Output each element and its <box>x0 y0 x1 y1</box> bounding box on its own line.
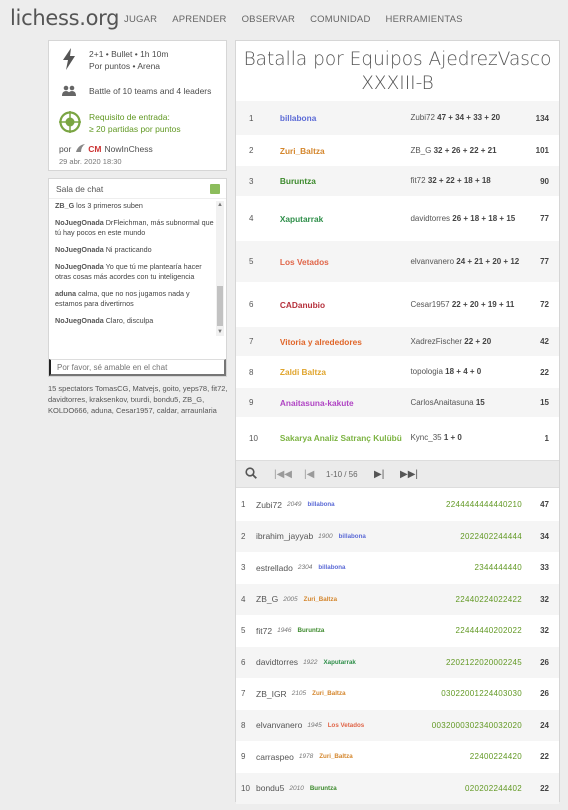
team-row[interactable] <box>236 388 559 418</box>
scroll-down-icon[interactable]: ▼ <box>217 329 223 335</box>
team-name[interactable]: Los Vetados <box>279 256 329 267</box>
pager <box>236 460 559 488</box>
prev-page-icon[interactable]: |◀ <box>304 469 315 480</box>
nav-comunidad[interactable]: COMUNIDAD <box>310 14 371 25</box>
entry-requirement <box>59 109 220 137</box>
leader-points: 26 + 18 + 18 + 15 <box>452 213 516 223</box>
player-rank: 2 <box>241 531 246 541</box>
player-score: 22 <box>540 752 549 762</box>
team-score: 42 <box>540 337 549 346</box>
scroll-up-icon[interactable]: ▲ <box>217 202 223 208</box>
last-page-icon[interactable]: ▶▶| <box>400 469 418 480</box>
leader-points: 18 + 4 + 0 <box>445 367 482 376</box>
player-team[interactable]: Los Vetados <box>327 721 365 729</box>
player-rating: 1946 <box>277 627 292 635</box>
score-sheet: 22400224420 <box>469 752 522 762</box>
player-rating: 2005 <box>283 595 298 603</box>
spectators-list: 15 spectators TomasCG, Matvejs, goito, yeps78, fit72, davidtorres, kraksenkov, txurdi, bondu5, ZB_G, KOLDO666, aduna, Cesar1957, caldar, arraunlaria <box>48 384 228 415</box>
player-score: 24 <box>540 720 549 730</box>
main-nav <box>124 14 478 25</box>
team-name[interactable]: Vitoria y alrededores <box>279 336 362 347</box>
team-rank: 3 <box>249 176 254 186</box>
team-row[interactable] <box>236 136 559 166</box>
search-icon[interactable] <box>245 467 259 481</box>
requirement-value: ≥ 20 partidas por puntos <box>89 124 181 134</box>
leader-points: 32 + 22 + 18 + 18 <box>427 176 491 185</box>
player-name[interactable]: bondu5 <box>256 783 285 794</box>
team-name[interactable]: Sakarya Analiz Satranç Kulübü <box>279 433 402 443</box>
team-leaders <box>410 299 525 311</box>
team-score: 1 <box>544 433 549 443</box>
team-score: 90 <box>540 176 549 186</box>
player-rating: 1978 <box>298 753 314 761</box>
team-leaders <box>410 112 525 124</box>
player-row[interactable] <box>236 584 559 616</box>
team-leaders <box>410 397 525 409</box>
site-logo[interactable]: lichess.org <box>10 6 120 30</box>
battle-text: Battle of 10 teams and 4 leaders <box>89 86 212 96</box>
player-name[interactable]: ibrahim_jayyab <box>256 531 314 542</box>
score-sheet: 22440224022422 <box>455 594 522 604</box>
target-icon <box>59 111 79 137</box>
player-score: 22 <box>540 783 549 793</box>
team-standings <box>236 101 559 459</box>
chat-user[interactable]: ZB_G <box>55 201 75 210</box>
player-team[interactable]: Buruntza <box>309 784 337 792</box>
score-sheet: 03022001224403030 <box>441 689 522 699</box>
score-sheet: 2244444444440210 <box>446 500 522 510</box>
team-leaders <box>410 432 525 444</box>
team-leaders <box>410 145 525 157</box>
player-name[interactable]: fit72 <box>256 625 273 636</box>
chat-title: Sala de chat <box>56 184 104 194</box>
battle-info <box>59 85 220 101</box>
player-rating: 2105 <box>291 690 307 698</box>
score-sheet: 2344444440 <box>474 563 522 573</box>
leader-name[interactable]: Zubi72 <box>410 113 435 122</box>
player-score: 32 <box>540 626 549 636</box>
chat-text: Ni practicando <box>105 245 152 254</box>
team-rank: 6 <box>249 300 254 309</box>
leader-points: 22 + 20 + 19 + 11 <box>451 299 515 309</box>
team-name[interactable]: CADanubio <box>279 299 326 310</box>
leader-points: 1 + 0 <box>443 433 462 442</box>
player-rank: 10 <box>241 783 250 793</box>
team-score: 72 <box>540 300 549 309</box>
leader-name[interactable]: topologia <box>410 367 443 376</box>
player-rating: 2010 <box>289 784 304 792</box>
player-name[interactable]: ZB_IGR <box>256 688 287 699</box>
leader-points: 32 + 26 + 22 + 21 <box>433 145 497 155</box>
user-online-icon <box>76 144 85 154</box>
player-team[interactable]: Xaputarrak <box>323 658 356 666</box>
player-team[interactable]: billabona <box>338 532 366 540</box>
player-rating: 1900 <box>318 532 333 540</box>
player-team[interactable]: Zuri_Baltza <box>319 753 353 761</box>
team-score: 77 <box>540 257 549 266</box>
team-rank: 5 <box>249 257 254 266</box>
player-rating: 1945 <box>307 721 322 729</box>
player-rank: 5 <box>241 626 246 636</box>
player-name[interactable]: carraspeo <box>256 751 294 762</box>
leader-name[interactable]: fit72 <box>410 176 426 185</box>
team-rank: 8 <box>249 367 254 377</box>
page-title: Batalla por Equipos AjedrezVasco XXXIII-B <box>243 49 552 94</box>
team-leaders <box>410 213 525 225</box>
team-rank: 1 <box>249 113 254 123</box>
chat-message <box>55 289 214 309</box>
score-sheet: 020202244402 <box>465 783 522 793</box>
team-rank: 9 <box>249 398 254 407</box>
chat-message <box>55 218 214 238</box>
player-rating: 2049 <box>287 501 302 509</box>
leader-name[interactable]: XadrezFischer <box>410 336 463 346</box>
player-score: 32 <box>540 594 549 604</box>
user-title: CM <box>88 144 102 154</box>
team-rank: 4 <box>249 214 254 223</box>
leader-points: 47 + 34 + 33 + 20 <box>437 113 501 122</box>
score-sheet: 2202122020002245 <box>446 657 522 667</box>
chat-message <box>55 262 214 282</box>
player-score: 34 <box>540 531 549 541</box>
team-leaders <box>410 256 525 268</box>
team-leaders <box>410 175 525 187</box>
team-leaders <box>410 366 525 378</box>
nav-jugar[interactable]: JUGAR <box>124 14 158 25</box>
next-page-icon[interactable]: ▶| <box>374 469 385 480</box>
nav-observar[interactable]: OBSERVAR <box>241 14 296 25</box>
requirement-title: Requisito de entrada: <box>89 112 170 122</box>
player-team[interactable]: Buruntza <box>297 627 325 635</box>
player-rank: 3 <box>241 563 246 573</box>
player-team[interactable]: Zuri_Baltza <box>303 595 338 603</box>
score-sheet: 2022402244444 <box>460 531 522 541</box>
leader-points: 22 + 20 <box>464 336 492 346</box>
player-rank: 1 <box>241 500 246 510</box>
team-row[interactable] <box>236 327 559 357</box>
chat-message <box>55 316 214 326</box>
player-row[interactable] <box>236 521 559 553</box>
chat-messages <box>55 201 214 358</box>
team-rank: 7 <box>249 337 254 346</box>
player-row[interactable] <box>236 710 559 742</box>
player-row[interactable] <box>236 741 559 773</box>
player-score: 26 <box>540 657 549 667</box>
first-page-icon[interactable]: |◀◀ <box>274 469 292 480</box>
player-score: 47 <box>540 500 549 510</box>
format-line-1: 2+1 • Bullet • 1h 10m <box>89 49 169 59</box>
team-row[interactable] <box>236 197 559 241</box>
team-row[interactable] <box>236 357 559 388</box>
bullet-icon <box>59 48 79 74</box>
player-row[interactable] <box>236 773 559 805</box>
leader-name[interactable]: davidtorres <box>410 213 451 223</box>
player-rank: 6 <box>241 657 246 667</box>
player-rating: 2304 <box>297 564 313 572</box>
player-row[interactable] <box>236 647 559 679</box>
team-rank: 10 <box>249 433 258 443</box>
chat-message <box>55 245 214 255</box>
score-sheet: 22444440202022 <box>455 626 522 636</box>
team-score: 15 <box>540 398 549 407</box>
team-score: 134 <box>535 113 549 123</box>
player-rank: 4 <box>241 594 246 604</box>
chat-user[interactable]: aduna <box>55 289 77 298</box>
player-name[interactable]: ZB_G <box>256 594 279 605</box>
team-rank: 2 <box>249 146 254 155</box>
chat-scrollbar[interactable] <box>216 201 224 336</box>
leader-points: 15 <box>475 397 485 407</box>
player-team[interactable]: Zuri_Baltza <box>312 690 346 698</box>
tournament-format <box>59 48 220 74</box>
player-name[interactable]: Zubi72 <box>256 499 282 510</box>
chat-input[interactable] <box>49 359 226 376</box>
chat-user[interactable]: NoJuegOnada <box>55 245 104 254</box>
player-rank: 8 <box>241 720 246 730</box>
score-sheet: 0032000302340032020 <box>431 720 522 730</box>
team-name[interactable]: billabona <box>279 113 317 123</box>
leader-name[interactable]: elvanvanero <box>410 256 455 266</box>
leader-name[interactable]: Kync_35 <box>410 433 442 442</box>
team-score: 77 <box>540 214 549 223</box>
player-rank: 9 <box>241 752 246 762</box>
leader-name[interactable]: Cesar1957 <box>410 299 450 309</box>
chat-user[interactable]: NoJuegOnada <box>55 218 104 227</box>
team-name[interactable]: Anaitasuna-kakute <box>279 397 354 408</box>
page-range: 1-10 / 56 <box>326 470 358 479</box>
tournament-info <box>48 40 227 171</box>
team-row[interactable] <box>236 283 559 327</box>
creator-link[interactable]: NowInChess <box>104 144 153 154</box>
team-name[interactable]: Zaldi Baltza <box>279 367 326 377</box>
tournament-main <box>235 40 560 802</box>
format-line-2: Por puntos • Arena <box>89 61 161 71</box>
chat-text: DrFleichman, más subnormal que tú hay pocos en este mundo <box>55 218 214 237</box>
team-row[interactable] <box>236 241 559 283</box>
team-icon <box>59 85 79 101</box>
team-score: 22 <box>540 367 549 377</box>
chat-header <box>49 179 226 199</box>
player-team[interactable]: billabona <box>318 564 346 572</box>
nav-aprender[interactable]: APRENDER <box>172 14 227 25</box>
team-name[interactable]: Zuri_Baltza <box>279 145 325 156</box>
player-row[interactable] <box>236 615 559 647</box>
team-name[interactable]: Buruntza <box>279 176 316 186</box>
chat-text: Claro, disculpa <box>105 316 154 325</box>
player-name[interactable]: elvanvanero <box>256 720 303 731</box>
player-name[interactable]: estrellado <box>256 562 293 573</box>
player-rating: 1922 <box>303 658 318 666</box>
player-team[interactable]: billabona <box>307 501 335 509</box>
team-row[interactable] <box>236 101 559 136</box>
player-row[interactable] <box>236 678 559 710</box>
top-bar <box>0 0 568 38</box>
player-row[interactable] <box>236 552 559 584</box>
chat-text: los 3 primeros suben <box>76 201 143 210</box>
leader-name[interactable]: CarlosAnaitasuna <box>410 397 474 407</box>
chat-toggle-checkbox[interactable] <box>210 184 220 194</box>
created-by <box>59 144 220 154</box>
player-score: 33 <box>540 563 549 573</box>
chat-user[interactable]: NoJuegOnada <box>55 316 104 325</box>
leader-name[interactable]: ZB_G <box>410 145 432 155</box>
team-row[interactable] <box>236 166 559 197</box>
chat-room <box>48 178 227 377</box>
chat-text: Yo que tú me plantearía hacer otras cosas más acordes con tu inteligencia <box>55 262 202 281</box>
player-row[interactable] <box>236 489 559 521</box>
team-row[interactable] <box>236 418 559 459</box>
player-rank: 7 <box>241 689 246 699</box>
player-standings <box>236 489 559 804</box>
chat-user[interactable]: NoJuegOnada <box>55 262 104 271</box>
scroll-thumb[interactable] <box>217 286 223 326</box>
leader-points: 24 + 21 + 20 + 12 <box>456 256 520 266</box>
nav-herramientas[interactable]: HERRAMIENTAS <box>385 14 463 25</box>
by-label: por <box>59 144 72 154</box>
player-score: 26 <box>540 689 549 699</box>
player-name[interactable]: davidtorres <box>256 657 299 668</box>
team-leaders <box>410 336 525 348</box>
start-date: 29 abr. 2020 18:30 <box>59 157 122 166</box>
chat-text: calma, que no nos jugamos nada y estamos para divertirnos <box>55 289 190 308</box>
chat-message <box>55 201 214 211</box>
team-score: 101 <box>535 146 549 155</box>
team-name[interactable]: Xaputarrak <box>279 213 324 224</box>
